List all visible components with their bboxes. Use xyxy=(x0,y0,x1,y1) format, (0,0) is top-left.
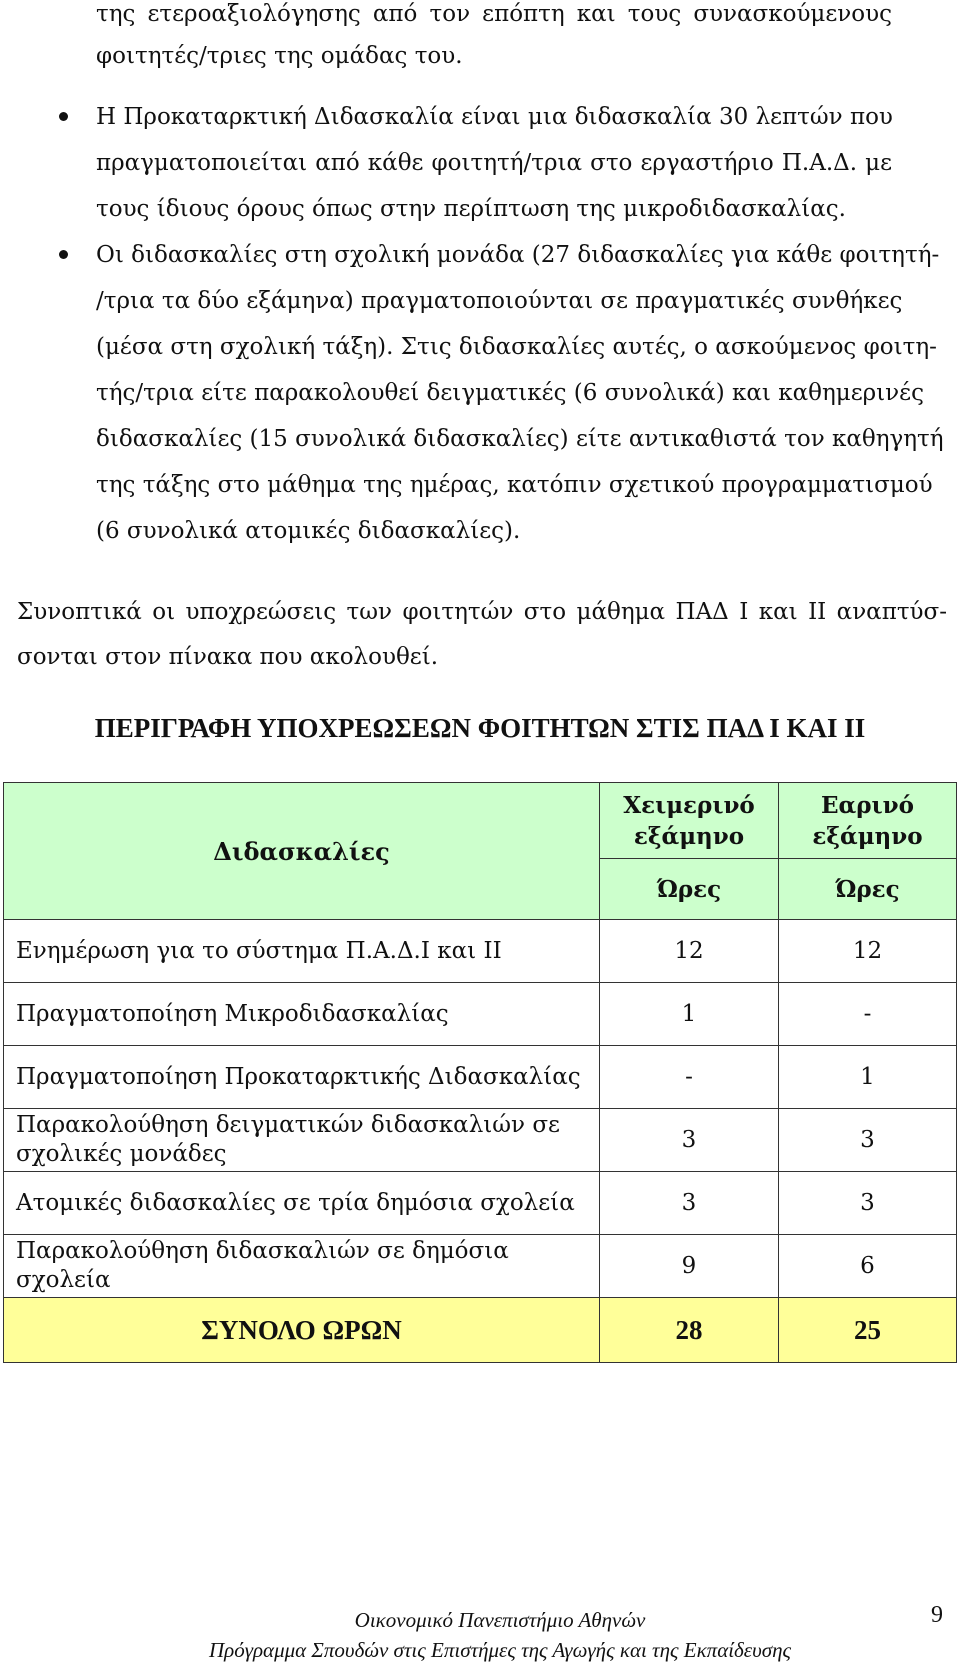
total-label: ΣΥΝΟΛΟ ΩΡΩΝ xyxy=(4,1298,600,1363)
row-label xyxy=(4,1235,600,1298)
intro-line-2: φοιτητές/τριες της ομάδας του. xyxy=(96,43,463,69)
bullet-icon xyxy=(59,250,68,259)
row-winter-hours: 1 xyxy=(600,983,779,1046)
obligations-table xyxy=(3,782,957,1363)
summary-line-2: σονται στον πίνακα που ακολουθεί. xyxy=(17,644,439,670)
table-row xyxy=(4,1109,957,1172)
row-winter-hours: 3 xyxy=(600,1172,779,1235)
row-label-line: Ενημέρωση για το σύστημα Π.Α.Δ.Ι και ΙΙ xyxy=(16,937,502,964)
table-row xyxy=(4,1046,957,1109)
row-label xyxy=(4,983,600,1046)
row-spring-hours: 3 xyxy=(779,1172,957,1235)
intro-line-1: της ετεροαξιολόγησης από τον επόπτη και τους συνασκούμενους xyxy=(96,1,892,27)
header-spring-hours: Ώρες xyxy=(779,859,957,920)
table-row xyxy=(4,983,957,1046)
bullet-list xyxy=(0,94,960,554)
footer-university: Οικονομικό Πανεπιστήμιο Αθηνών xyxy=(354,1608,646,1632)
table-row xyxy=(4,1235,957,1298)
bullet-2-line-2: /τρια τα δύο εξάμηνα) πραγματοποιούνται σε πραγματικές συνθήκες xyxy=(96,288,903,314)
table-total-row xyxy=(4,1298,957,1363)
row-label-line: σχολεία xyxy=(16,1267,111,1293)
row-spring-hours: 12 xyxy=(779,920,957,983)
row-label xyxy=(4,920,600,983)
row-spring-hours: - xyxy=(779,983,957,1046)
bullet-2-line-5: διδασκαλίες (15 συνολικά διδασκαλίες) είτε αντικαθιστά τον καθηγητή xyxy=(96,426,944,452)
bullet-1-line-2: πραγματοποιείται από κάθε φοιτητή/τρια στο εργαστήριο Π.Α.Δ. με xyxy=(96,150,892,176)
row-label-line: Πραγματοποίηση Μικροδιδασκαλίας xyxy=(16,1000,449,1027)
row-label-line: Παρακολούθηση διδασκαλιών σε δημόσια xyxy=(16,1238,509,1264)
row-winter-hours: 12 xyxy=(600,920,779,983)
header-winter-line-1: Χειμερινό xyxy=(623,791,755,819)
bullet-item-prokatarktiki xyxy=(0,94,960,232)
row-label-line: σχολικές μονάδες xyxy=(16,1141,227,1167)
summary-line-1: Συνοπτικά οι υποχρεώσεις των φοιτητών στο μάθημα ΠΑΔ Ι και ΙΙ αναπτύσ- xyxy=(17,599,947,625)
row-label xyxy=(4,1046,600,1109)
header-winter-hours: Ώρες xyxy=(600,859,779,920)
bullet-icon xyxy=(59,112,68,121)
header-spring-semester xyxy=(779,783,957,859)
bullet-2-line-4: τής/τρια είτε παρακολουθεί δειγματικές (6 συνολικά) και καθημερινές xyxy=(96,380,924,406)
row-label xyxy=(4,1172,600,1235)
total-spring-hours: 25 xyxy=(779,1298,957,1363)
row-label xyxy=(4,1109,600,1172)
total-winter-hours: 28 xyxy=(600,1298,779,1363)
row-label-line: Πραγματοποίηση Προκαταρκτικής Διδασκαλίας xyxy=(16,1063,581,1090)
row-label-line: Ατομικές διδασκαλίες σε τρία δημόσια σχολεία xyxy=(16,1189,575,1216)
bullet-2-line-1: Οι διδασκαλίες στη σχολική μονάδα (27 διδασκαλίες για κάθε φοιτητή- xyxy=(96,242,940,268)
table-header-row xyxy=(4,783,957,859)
row-spring-hours: 6 xyxy=(779,1235,957,1298)
footer-programme: Πρόγραμμα Σπουδών στις Επιστήμες της Αγωγής και της Εκπαίδευσης xyxy=(208,1638,792,1662)
summary-paragraph xyxy=(17,590,947,680)
row-label-line: Παρακολούθηση δειγματικών διδασκαλιών σε xyxy=(16,1112,560,1138)
row-spring-hours: 3 xyxy=(779,1109,957,1172)
page-footer xyxy=(0,1605,960,1665)
header-spring-line-1: Εαρινό xyxy=(821,791,914,819)
bullet-2-line-7: (6 συνολικά ατομικές διδασκαλίες). xyxy=(96,518,521,544)
row-winter-hours: 9 xyxy=(600,1235,779,1298)
row-winter-hours: 3 xyxy=(600,1109,779,1172)
table-row xyxy=(4,920,957,983)
bullet-2-line-6: της τάξης στο μάθημα της ημέρας, κατόπιν σχετικού προγραμματισμού xyxy=(96,472,933,498)
bullet-1-line-3: τους ίδιους όρους όπως στην περίπτωση της μικροδιδασκαλίας. xyxy=(96,196,846,222)
bullet-item-school-teaching xyxy=(0,232,960,554)
row-spring-hours: 1 xyxy=(779,1046,957,1109)
table-title: ΠΕΡΙΓΡΑΦΗ ΥΠΟΧΡΕΩΣΕΩΝ ΦΟΙΤΗΤΩΝ ΣΤΙΣ ΠΑΔ Ι ΚΑΙ ΙΙ xyxy=(94,713,866,743)
header-teachings: Διδασκαλίες xyxy=(4,783,600,920)
bullet-1-line-1: Η Προκαταρκτική Διδασκαλία είναι μια διδασκαλία 30 λεπτών που xyxy=(96,104,893,130)
header-winter-line-2: εξάμηνο xyxy=(633,822,745,850)
header-winter-semester xyxy=(600,783,779,859)
page-number: 9 xyxy=(931,1602,943,1628)
bullet-2-line-3: (μέσα στη σχολική τάξη). Στις διδασκαλίες αυτές, ο ασκούμενος φοιτη- xyxy=(96,334,937,360)
row-winter-hours: - xyxy=(600,1046,779,1109)
table-row xyxy=(4,1172,957,1235)
header-spring-line-2: εξάμηνο xyxy=(812,822,923,850)
